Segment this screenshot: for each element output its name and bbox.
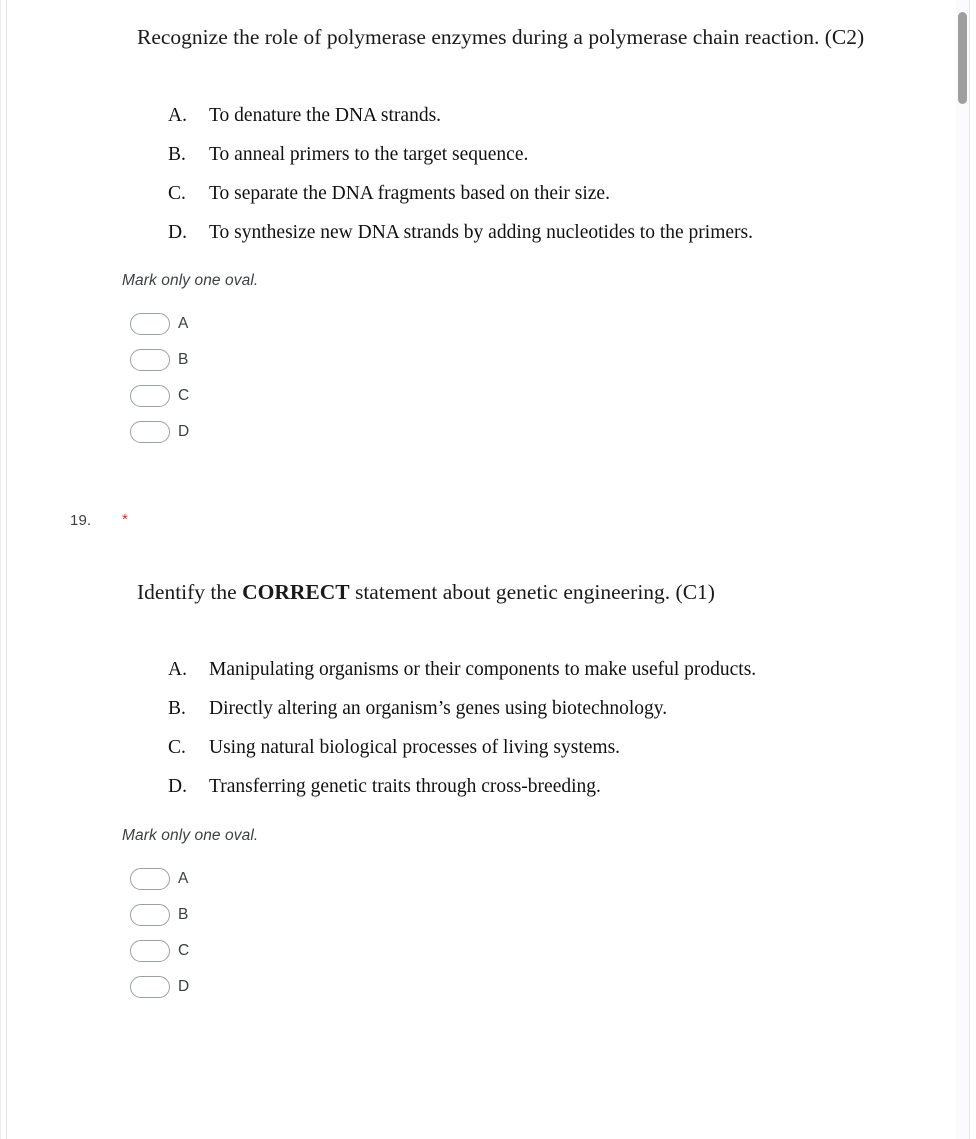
radio-option-d[interactable]: [0, 414, 942, 450]
option-item: [0, 223, 942, 243]
option-text: Using natural biological processes of living systems.: [209, 737, 621, 758]
radio-option-b[interactable]: [0, 897, 942, 933]
question-number: 19.: [70, 512, 92, 529]
radio-option-a[interactable]: [0, 306, 942, 342]
option-text: To anneal primers to the target sequence.: [209, 144, 529, 165]
question-block-polymerase: [0, 0, 942, 450]
option-letter: C.: [168, 737, 186, 758]
option-text: Transferring genetic traits through cross-breeding.: [209, 776, 601, 797]
vertical-scrollbar[interactable]: [956, 0, 969, 1139]
radio-label: D: [178, 978, 190, 996]
option-item: [0, 738, 942, 758]
required-asterisk-icon: *: [122, 511, 128, 528]
radio-label: A: [178, 315, 189, 333]
option-item: [0, 184, 942, 204]
option-letter: A.: [168, 105, 187, 126]
radio-group-polymerase[interactable]: [0, 290, 942, 450]
oval-icon[interactable]: [130, 976, 170, 998]
option-item: [0, 660, 942, 680]
option-item: [0, 106, 942, 126]
option-letter: A.: [168, 659, 187, 680]
radio-label: B: [178, 906, 189, 924]
option-item: [0, 777, 942, 797]
radio-group-genetic-engineering[interactable]: [0, 845, 942, 1005]
option-item: [0, 145, 942, 165]
option-letter: B.: [168, 698, 186, 719]
option-letter: C.: [168, 183, 186, 204]
oval-icon[interactable]: [130, 904, 170, 926]
option-text: To denature the DNA strands.: [209, 105, 442, 126]
question-heading-polymerase: [0, 22, 942, 53]
oval-icon[interactable]: [130, 385, 170, 407]
radio-label: C: [178, 387, 190, 405]
radio-option-c[interactable]: [0, 378, 942, 414]
question-heading-genetic-engineering: [0, 529, 942, 608]
radio-option-b[interactable]: [0, 342, 942, 378]
mark-only-one-oval-note: Mark only one oval.: [122, 272, 259, 289]
oval-icon[interactable]: [130, 349, 170, 371]
option-item: [0, 699, 942, 719]
radio-label: B: [178, 351, 189, 369]
question-options-genetic-engineering: [0, 608, 942, 797]
mark-only-one-oval-note: Mark only one oval.: [122, 827, 259, 844]
radio-option-c[interactable]: [0, 933, 942, 969]
option-text: Manipulating organisms or their components to make useful products.: [209, 659, 757, 680]
question-number-row: [0, 450, 942, 529]
question-heading-emphasis: CORRECT: [242, 580, 350, 604]
option-letter: B.: [168, 144, 186, 165]
question-heading-suffix: statement about genetic engineering. (C1): [349, 580, 715, 604]
radio-option-a[interactable]: [0, 861, 942, 897]
question-heading-prefix: Identify the: [137, 580, 243, 604]
question-options-polymerase: [0, 53, 942, 243]
option-text: Directly altering an organism’s genes using biotechnology.: [209, 698, 668, 719]
oval-icon[interactable]: [130, 940, 170, 962]
question-heading-text: Recognize the role of polymerase enzymes during a polymerase chain reaction. (C2): [137, 25, 865, 49]
radio-option-d[interactable]: [0, 969, 942, 1005]
radio-label: C: [178, 942, 190, 960]
oval-icon[interactable]: [130, 868, 170, 890]
option-text: To synthesize new DNA strands by adding nucleotides to the primers.: [209, 222, 753, 243]
scrollbar-thumb[interactable]: [958, 12, 967, 104]
question-block-genetic-engineering: [0, 450, 942, 1005]
option-text: To separate the DNA fragments based on their size.: [209, 183, 610, 204]
viewport-right-divider: [969, 0, 970, 1139]
radio-label: A: [178, 870, 189, 888]
oval-icon[interactable]: [130, 421, 170, 443]
radio-label: D: [178, 423, 190, 441]
oval-icon[interactable]: [130, 313, 170, 335]
option-letter: D.: [168, 222, 187, 243]
option-letter: D.: [168, 776, 187, 797]
